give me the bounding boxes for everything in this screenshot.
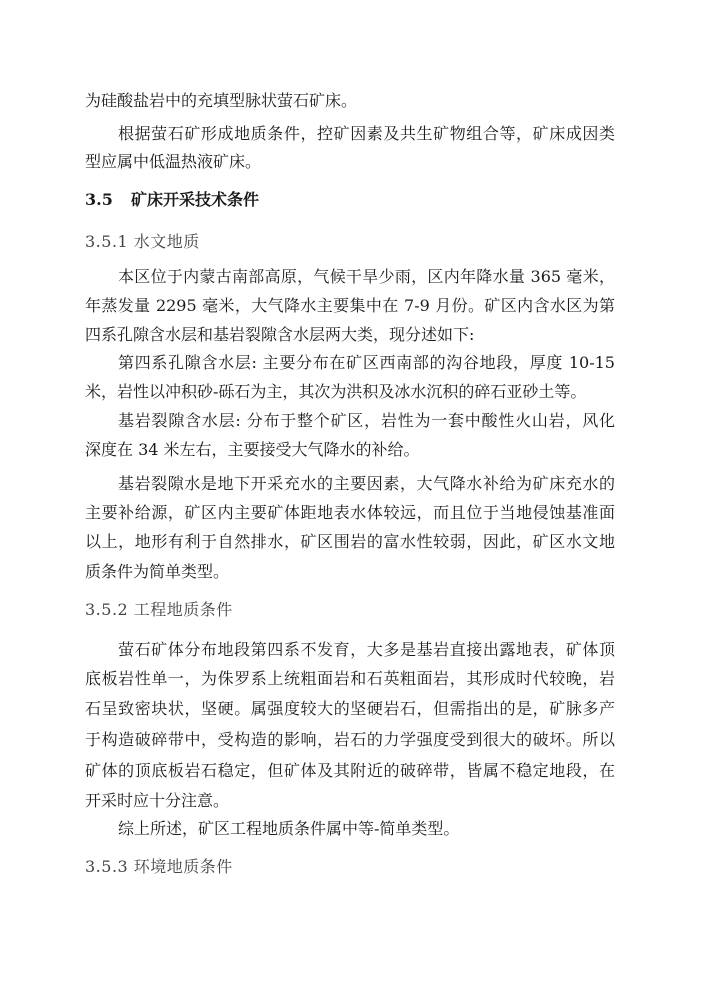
- intro-paragraph-2-line-2: 型应属中低温热液矿床。: [85, 152, 262, 171]
- eng-paragraph-1-line-5: 矿体的顶底板岩石稳定，但矿体及其附近的破碎带，皆属不稳定地段，在: [85, 761, 615, 780]
- section-number: 3.5: [85, 190, 113, 209]
- eng-paragraph-1-line-6: 开采时应十分注意。: [85, 791, 230, 810]
- hydro-paragraph-2-line-2: 米，岩性以冲积砂-砾石为主，其次为洪积及冰水沉积的碎石亚砂土等。: [85, 382, 587, 401]
- subsection-heading-hydrogeology: 3.5.1 水文地质: [85, 232, 200, 251]
- hydro-paragraph-1-line-3: 四系孔隙含水层和基岩裂隙含水层两大类，现分述如下:: [85, 325, 475, 344]
- subsection-heading-environmental-geology: 3.5.3 环境地质条件: [85, 857, 233, 876]
- eng-paragraph-1-line-1: 萤石矿体分布地段第四系不发育，大多是基岩直接出露地表，矿体顶: [118, 640, 615, 659]
- hydro-paragraph-4-line-2: 主要补给源，矿区内主要矿体距地表水体较远，而且位于当地侵蚀基准面: [85, 503, 615, 522]
- hydro-paragraph-4-line-1: 基岩裂隙水是地下开采充水的主要因素，大气降水补给为矿床充水的: [118, 474, 615, 493]
- intro-line-1: 为硅酸盐岩中的充填型脉状萤石矿床。: [85, 91, 358, 110]
- hydro-paragraph-4-line-4: 质条件为简单类型。: [85, 562, 230, 581]
- section-heading: [85, 190, 259, 210]
- hydro-paragraph-3-line-1: 基岩裂隙含水层: 分布于整个矿区，岩性为一套中酸性火山岩，风化: [118, 411, 615, 430]
- eng-paragraph-1-line-3: 石呈致密块状，坚硬。属强度较大的坚硬岩石，但需指出的是，矿脉多产: [85, 699, 615, 718]
- hydro-paragraph-2-line-1: 第四系孔隙含水层: 主要分布在矿区西南部的沟谷地段，厚度 10-15: [118, 353, 615, 372]
- section-title: 矿床开采技术条件: [131, 190, 260, 209]
- eng-paragraph-1-line-4: 于构造破碎带中，受构造的影响，岩石的力学强度受到很大的破坏。所以: [85, 730, 615, 749]
- hydro-paragraph-4-line-3: 以上，地形有利于自然排水，矿区围岩的富水性较弱，因此，矿区水文地: [85, 532, 615, 551]
- subsection-heading-engineering-geology: 3.5.2 工程地质条件: [85, 600, 233, 619]
- eng-paragraph-2-line-1: 综上所述，矿区工程地质条件属中等-简单类型。: [118, 819, 460, 838]
- hydro-paragraph-1-line-1: 本区位于内蒙古南部高原，气候干旱少雨，区内年降水量 365 毫米，: [118, 267, 615, 286]
- intro-paragraph-2-line-1: 根据萤石矿形成地质条件，控矿因素及共生矿物组合等，矿床成因类: [118, 124, 615, 143]
- eng-paragraph-1-line-2: 底板岩性单一，为侏罗系上统粗面岩和石英粗面岩，其形成时代较晚，岩: [85, 669, 615, 688]
- hydro-paragraph-1-line-2: 年蒸发量 2295 毫米，大气降水主要集中在 7-9 月份。矿区内含水区为第: [85, 296, 615, 315]
- hydro-paragraph-3-line-2: 深度在 34 米左右，主要接受大气降水的补给。: [85, 440, 420, 459]
